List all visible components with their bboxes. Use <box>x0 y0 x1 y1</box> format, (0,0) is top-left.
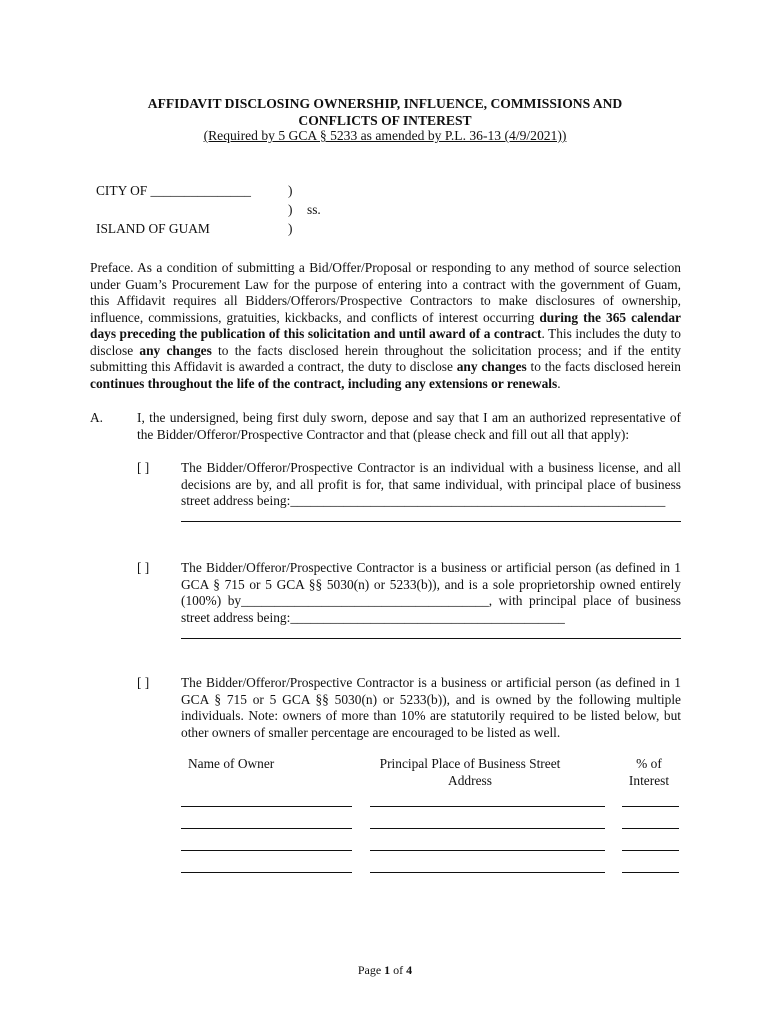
owner-address-line-1[interactable] <box>370 806 605 807</box>
option-1-checkbox[interactable]: [ ] <box>137 460 150 475</box>
venue-paren-1: ) <box>288 183 293 198</box>
section-a-letter: A. <box>90 410 104 425</box>
option-3-checkbox[interactable]: [ ] <box>137 675 150 690</box>
owner-name-line-1[interactable] <box>181 806 352 807</box>
owner-name-line-4[interactable] <box>181 872 352 873</box>
section-a-text: I, the undersigned, being first duly sworn, depose and say that I am an authorized representative of the Bidder/Offeror/Prospective Contractor and that (please check and fill out all that apply): <box>137 410 681 442</box>
owner-name-header: Name of Owner <box>188 756 275 771</box>
document-title-line-1: AFFIDAVIT DISCLOSING OWNERSHIP, INFLUENCE, COMMISSIONS AND <box>147 96 623 111</box>
owner-interest-line-1[interactable] <box>622 806 679 807</box>
ss-label: ss. <box>307 202 321 217</box>
owner-address-line-4[interactable] <box>370 872 605 873</box>
city-of-label: CITY OF _______________ <box>96 183 251 198</box>
preface-paragraph: Preface. As a condition of submitting a Bid/Offer/Proposal or responding to any method of source selection under Guam’s Procurement Law for the purpose of entering into a contract with the government of Guam, this Affidavit requires all Bidders/Offerors/Prospective Contractors to make disclosures of ownership, influence, commissions, gratuities, kickbacks, and conflicts of interest occurring during the 365 calendar days preceding the publication of this solicitation and until award of a contract. This includes the duty to disclose any changes to the facts disclosed herein throughout the solicitation process; and if the entity submitting this Affidavit is awarded a contract, the duty to disclose any changes to the facts disclosed herein continues throughout the life of the contract, including any extensions or renewals. <box>90 260 682 391</box>
option-1-text: The Bidder/Offeror/Prospective Contractor is an individual with a business license, and all decisions are by, and all profit is for, that same individual, with principal place of business street address being:________________________________________________________ <box>181 460 681 508</box>
venue-paren-3: ) <box>288 221 293 236</box>
owner-name-line-3[interactable] <box>181 850 352 851</box>
owner-interest-line-4[interactable] <box>622 872 679 873</box>
option-2-checkbox[interactable]: [ ] <box>137 560 150 575</box>
option-2-text: The Bidder/Offeror/Prospective Contractor is a business or artificial person (as defined in 1 GCA § 715 or 5 GCA §§ 5030(n) or 5233(b)), and is a sole proprietorship owned entirely (100%) by_____________________________________, with principal place of business street address being:_________________________________________ <box>181 560 681 625</box>
document-title-line-2: CONFLICTS OF INTEREST <box>298 113 472 128</box>
option-3-text: The Bidder/Offeror/Prospective Contractor is a business or artificial person (as defined in 1 GCA § 715 or 5 GCA §§ 5030(n) or 5233(b)), and is owned by the following multiple individuals. Note: owners of more than 10% are statutorily required to be listed below, but other owners of smaller percentage are encouraged to be listed as well. <box>181 675 681 740</box>
venue-paren-2: ) <box>288 202 293 217</box>
document-subtitle: (Required by 5 GCA § 5233 as amended by P.L. 36-13 (4/9/2021)) <box>203 128 567 143</box>
owner-interest-header: % of Interest <box>628 756 670 788</box>
page-number: Page 1 of 4 <box>357 963 413 977</box>
owner-name-line-2[interactable] <box>181 828 352 829</box>
island-label: ISLAND OF GUAM <box>96 221 210 236</box>
owner-interest-line-3[interactable] <box>622 850 679 851</box>
owner-address-header: Principal Place of Business Street Address <box>379 756 561 788</box>
option-1-address-line[interactable] <box>181 521 681 522</box>
owner-interest-line-2[interactable] <box>622 828 679 829</box>
owner-address-line-2[interactable] <box>370 828 605 829</box>
owner-address-line-3[interactable] <box>370 850 605 851</box>
option-2-address-line[interactable] <box>181 638 681 639</box>
